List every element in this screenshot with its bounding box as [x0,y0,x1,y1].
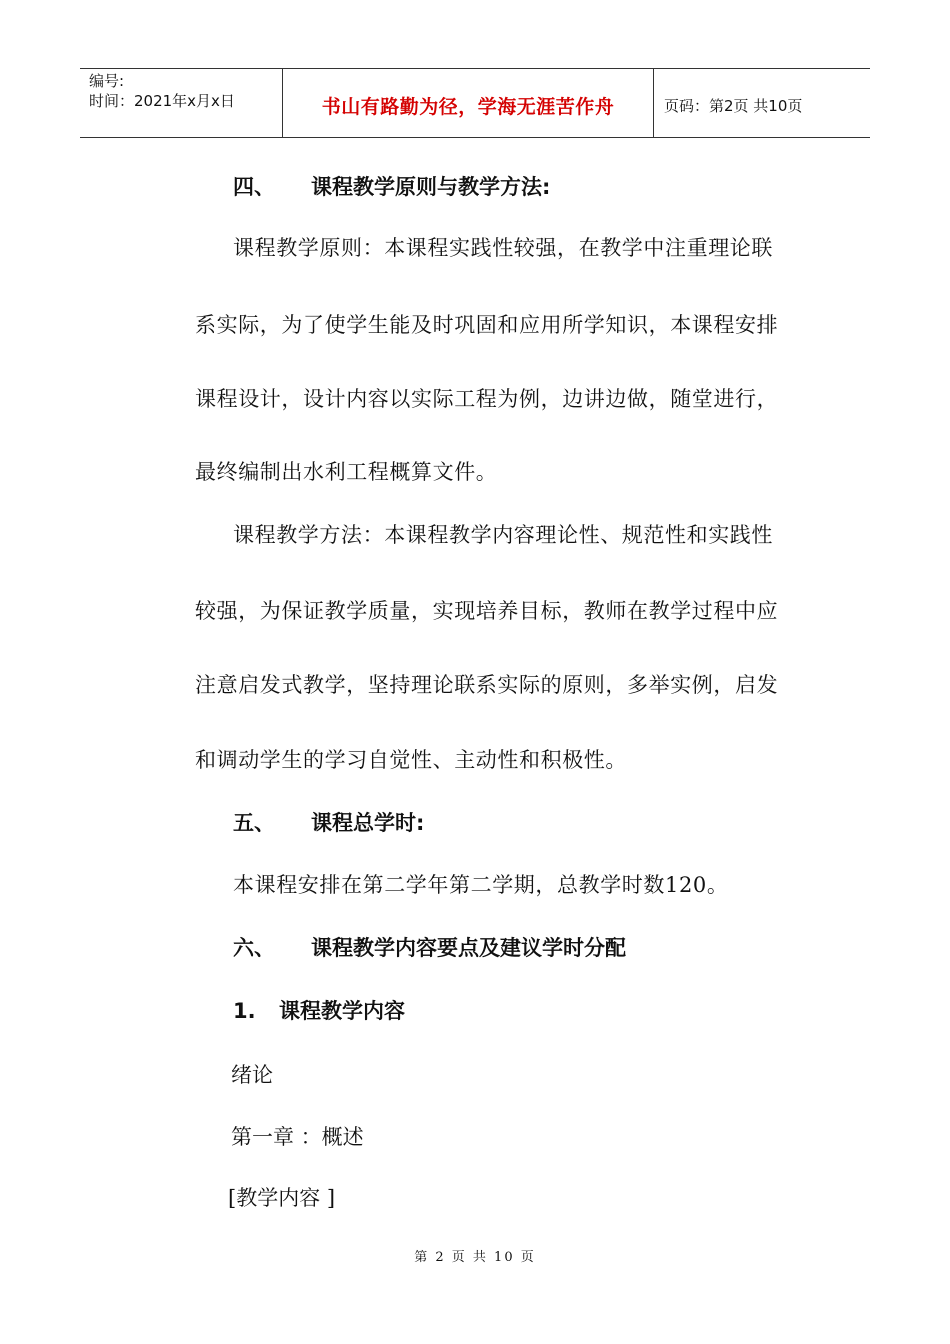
subsection-1-heading [233,996,405,1026]
section-5-heading [233,808,424,838]
number-label: 编号: [89,72,125,90]
paragraph-line: 系实际，为了使学生能及时巩固和应用所学知识，本课程安排 [195,313,779,337]
paragraph-line: 最终编制出水利工程概算文件。 [195,460,498,484]
intro-label: 绪论 [231,1063,273,1087]
teaching-content-label: [教学内容 ] [228,1186,336,1210]
section-6-heading [233,933,626,963]
paragraph-line: 课程教学方法：本课程教学内容理论性、规范性和实践性 [233,523,773,547]
section-5-text: 本课程安排在第二学年第二学期，总教学时数120。 [233,873,729,897]
document-header [80,68,870,138]
time-label: 时间：2021年x月x日 [89,92,235,110]
paragraph-line: 和调动学生的学习自觉性、主动性和积极性。 [195,748,627,772]
page-code: 页码：第2页 共10页 [664,96,803,115]
subsection-1-title: 课程教学内容 [279,999,405,1023]
header-page-code-cell [654,69,870,137]
section-5-title: 课程总学时: [311,811,425,835]
page-footer: 第 2 页 共 10 页 [414,1250,536,1265]
section-4-heading [233,172,550,202]
section-6-number: 六、 [233,936,275,960]
subsection-1-number: 1. [233,999,256,1023]
chapter-label: 第一章 ：概述 [231,1125,364,1149]
paragraph-line: 较强，为保证教学质量，实现培养目标，教师在教学过程中应 [195,599,779,623]
section-4-title: 课程教学原则与教学方法: [311,175,551,199]
section-4-number: 四、 [233,175,275,199]
paragraph-line: 注意启发式教学，坚持理论联系实际的原则，多举实例，启发 [195,673,779,697]
header-motto: 书山有路勤为径，学海无涯苦作舟 [321,95,615,118]
section-5-number: 五、 [233,811,275,835]
header-motto-cell [282,69,654,137]
paragraph-line: 课程教学原则：本课程实践性较强，在教学中注重理论联 [233,236,773,260]
paragraph-line: 课程设计，设计内容以实际工程为例，边讲边做，随堂进行， [195,387,779,411]
header-meta [80,69,282,137]
section-6-title: 课程教学内容要点及建议学时分配 [311,936,626,960]
